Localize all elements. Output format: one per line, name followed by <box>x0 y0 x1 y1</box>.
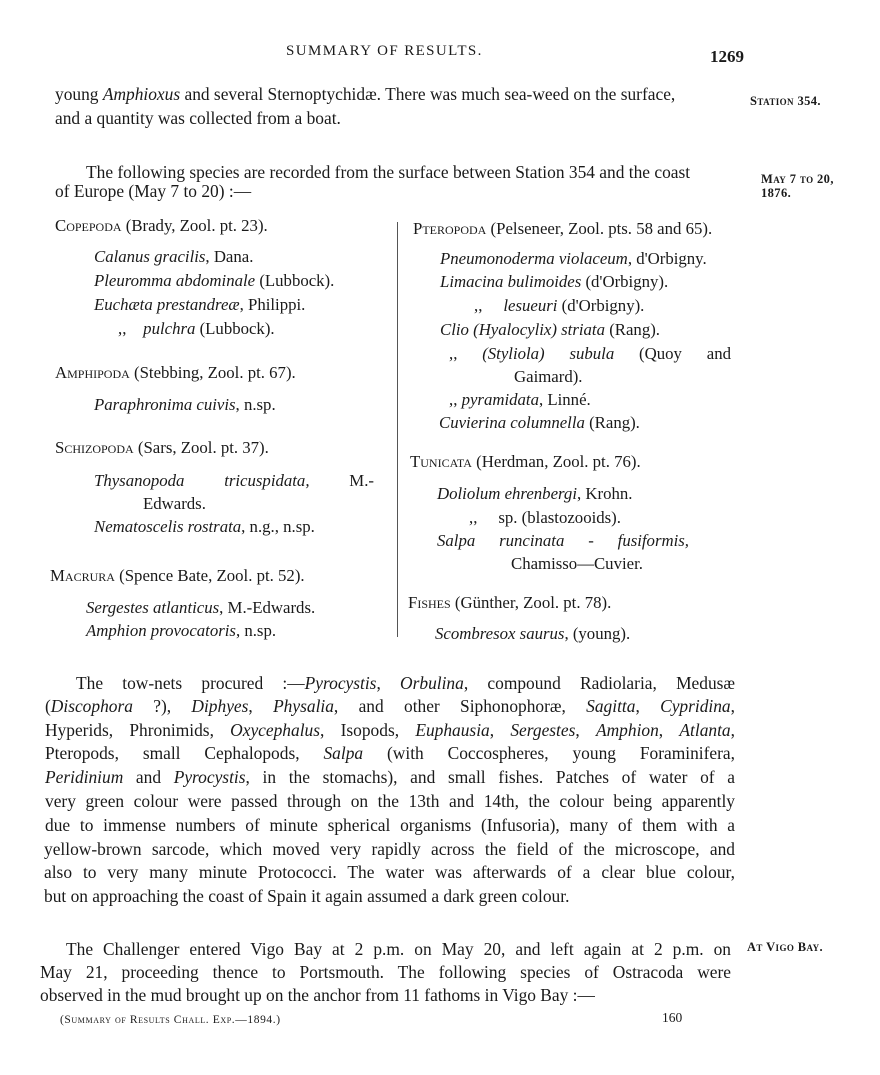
townets-line-4: Pteropods, small Cephalopods, Salpa (with Coccospheres, young Foraminifera, <box>45 743 735 763</box>
townets-line-10: but on approaching the coast of Spain it again assumed a dark green colour. <box>44 886 570 906</box>
species-entry: Pneumonoderma violaceum, d'Orbigny. <box>440 249 707 268</box>
species-entry-continuation: Gaimard). <box>514 367 583 386</box>
species-entry-continuation: Chamisso—Cuvier. <box>511 554 643 573</box>
species-entry: Doliolum ehrenbergi, Krohn. <box>437 484 633 503</box>
margin-note-date-2: 1876. <box>761 186 792 200</box>
section-heading-copepoda: Copepoda (Brady, Zool. pt. 23). <box>55 216 268 235</box>
species-entry: ,, pyramidata, Linné. <box>449 390 591 409</box>
townets-line-5: Peridinium and Pyrocystis, in the stomachs), and small fishes. Patches of water of a <box>45 767 735 787</box>
intro-line-1: young Amphioxus and several Sternoptychidæ. There was much sea-weed on the surface, <box>55 84 676 104</box>
species-entry: Sergestes atlanticus, M.-Edwards. <box>86 598 316 617</box>
margin-note-date-1: May 7 to 20, <box>761 172 834 186</box>
townets-line-9: also to very many minute Protococci. The water was afterwards of a clear blue colour, <box>44 862 735 882</box>
section-heading-pteropoda: Pteropoda (Pelseneer, Zool. pts. 58 and 65). <box>413 219 713 238</box>
section-heading-tunicata: Tunicata (Herdman, Zool. pt. 76). <box>410 452 641 471</box>
section-heading-amphipoda: Amphipoda (Stebbing, Zool. pt. 67). <box>55 363 296 382</box>
footer-signature: (Summary of Results Chall. Exp.—1894.) <box>60 1014 281 1026</box>
species-entry: Pleuromma abdominale (Lubbock). <box>94 271 335 290</box>
townets-line-6: very green colour were passed through on the 13th and 14th, the colour being apparently <box>45 791 735 811</box>
column-divider <box>397 222 398 637</box>
section-heading-macrura: Macrura (Spence Bate, Zool. pt. 52). <box>50 566 305 585</box>
species-entry-continuation: Edwards. <box>143 494 206 513</box>
townets-line-7: due to immense numbers of minute spherical organisms (Infusoria), many of them with a <box>45 815 735 835</box>
species-entry: Cuvierina columnella (Rang). <box>439 413 640 432</box>
species-entry: Amphion provocatoris, n.sp. <box>86 621 277 640</box>
species-intro-line-1: The following species are recorded from the surface between Station 354 and the coast <box>86 162 691 182</box>
page-number: 1269 <box>710 47 744 66</box>
section-heading-schizopoda: Schizopoda (Sars, Zool. pt. 37). <box>55 438 269 457</box>
vigo-line-1: The Challenger entered Vigo Bay at 2 p.m. on May 20, and left again at 2 p.m. on <box>66 939 731 959</box>
species-entry: Scombresox saurus, (young). <box>435 624 631 643</box>
townets-line-1: The tow-nets procured :—Pyrocystis, Orbulina, compound Radiolaria, Medusæ <box>76 673 736 693</box>
species-entry: Paraphronima cuivis, n.sp. <box>94 395 276 414</box>
running-header: SUMMARY OF RESULTS. <box>286 43 483 59</box>
footer-signature-number: 160 <box>662 1010 683 1025</box>
species-entry: Nematoscelis rostrata, n.g., n.sp. <box>94 517 315 536</box>
margin-note-station: Station 354. <box>750 94 821 108</box>
species-entry: ,, (Styliola) subula (Quoy and <box>449 344 731 363</box>
species-entry: Clio (Hyalocylix) striata (Rang). <box>440 320 660 339</box>
townets-line-3: Hyperids, Phronimids, Oxycephalus, Isopods, Euphausia, Sergestes, Amphion, Atlanta, <box>45 720 735 740</box>
townets-line-2: (Discophora ?), Diphyes, Physalia, and other Siphonophoræ, Sagitta, Cypridina, <box>45 696 735 716</box>
species-entry: Thysanopoda tricuspidata, M.- <box>94 471 374 490</box>
species-entry: ,, pulchra (Lubbock). <box>118 319 275 338</box>
vigo-line-2: May 21, proceeding thence to Portsmouth. The following species of Ostracoda were <box>40 962 731 982</box>
vigo-line-3: observed in the mud brought up on the anchor from 11 fathoms in Vigo Bay :— <box>40 985 595 1005</box>
section-heading-fishes: Fishes (Günther, Zool. pt. 78). <box>408 593 612 612</box>
intro-line-2: and a quantity was collected from a boat. <box>55 108 341 128</box>
species-entry: ,, sp. (blastozooids). <box>469 508 621 527</box>
species-entry: Calanus gracilis, Dana. <box>94 247 254 266</box>
townets-line-8: yellow-brown sarcode, which moved very rapidly across the field of the microscope, and <box>44 839 735 859</box>
species-entry: Salpa runcinata - fusiformis, <box>437 531 689 550</box>
species-entry: ,, lesueuri (d'Orbigny). <box>474 296 645 315</box>
species-entry: Limacina bulimoides (d'Orbigny). <box>440 272 669 291</box>
species-intro-line-2: of Europe (May 7 to 20) :— <box>55 181 252 201</box>
species-entry: Euchæta prestandreæ, Philippi. <box>94 295 306 314</box>
margin-note-vigo: At Vigo Bay. <box>747 940 824 954</box>
